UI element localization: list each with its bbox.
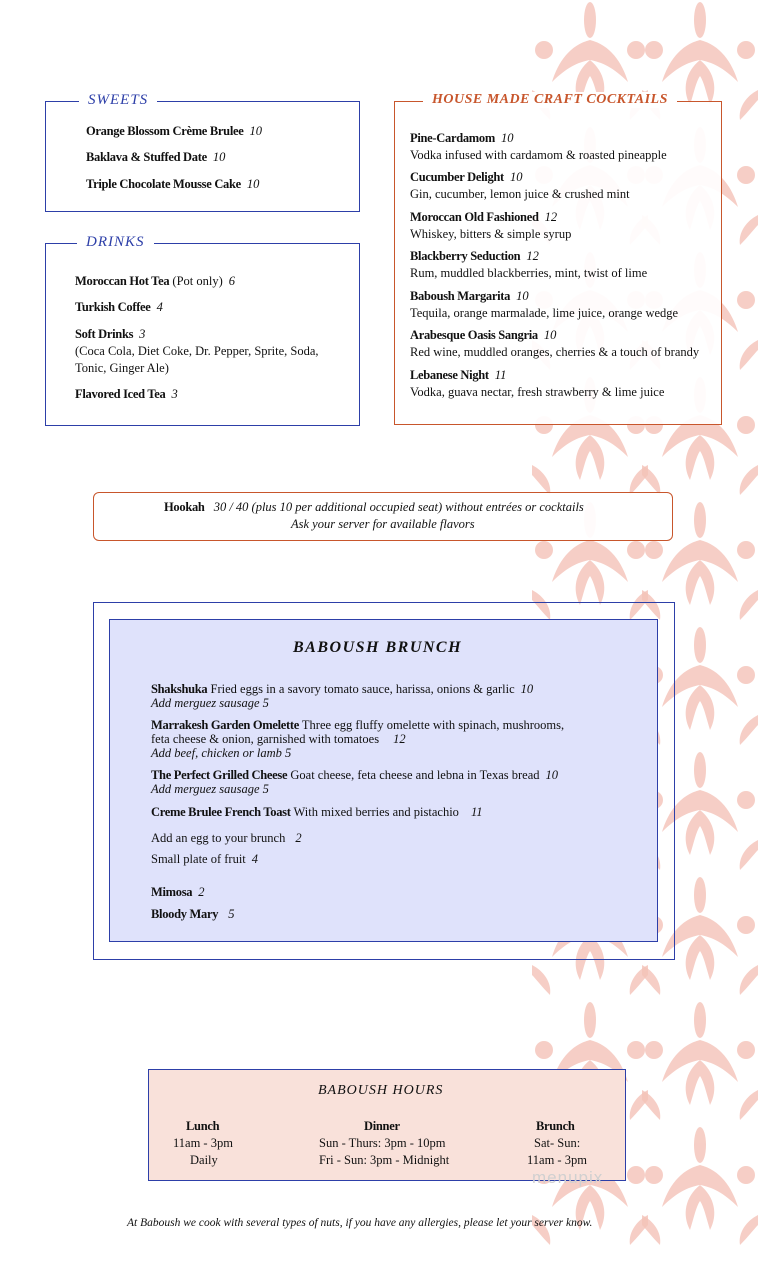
menu-item: Baklava & Stuffed Date 10 xyxy=(86,150,226,164)
menu-item: Baboush Margarita 10 xyxy=(410,289,529,303)
cocktails-section xyxy=(394,92,722,425)
item-addon: Add beef, chicken or lamb 5 xyxy=(151,746,292,760)
hookah-line: Hookah 30 / 40 (plus 10 per additional occupied seat) without entrées or cocktails xyxy=(164,500,584,514)
hours-lunch-label: Lunch xyxy=(186,1119,220,1133)
menu-item: Shakshuka Fried eggs in a savory tomato sauce, harissa, onions & garlic 10 xyxy=(151,682,534,696)
menu-item: Moroccan Hot Tea (Pot only) 6 xyxy=(75,274,236,288)
menu-item: Turkish Coffee 4 xyxy=(75,300,163,314)
item-addon: Add merguez sausage 5 xyxy=(151,782,269,796)
menu-item: Pine-Cardamom 10 xyxy=(410,131,514,145)
hookah-section xyxy=(93,492,673,541)
hours-dinner-weekday: Sun - Thurs: 3pm - 10pm xyxy=(319,1136,446,1150)
item-description: Whiskey, bitters & simple syrup xyxy=(410,227,572,241)
item-description: Tonic, Ginger Ale) xyxy=(75,361,169,375)
watermark: menupix xyxy=(532,1168,604,1187)
menu-item: The Perfect Grilled Cheese Goat cheese, feta cheese and lebna in Texas bread 10 xyxy=(151,768,558,782)
menu-item: Small plate of fruit 4 xyxy=(151,852,259,866)
hours-brunch-days: Sat- Sun: xyxy=(534,1136,581,1150)
brunch-section xyxy=(93,602,675,960)
drinks-title: DRINKS xyxy=(77,234,154,251)
item-addon: Add merguez sausage 5 xyxy=(151,696,269,710)
item-description: Red wine, muddled oranges, cherries & a touch of brandy xyxy=(410,345,700,359)
hours-dinner-label: Dinner xyxy=(364,1119,400,1133)
allergy-note: At Baboush we cook with several types of nuts, if you have any allergies, please let your server know. xyxy=(127,1217,593,1229)
menu-item: Creme Brulee French Toast With mixed berries and pistachio 11 xyxy=(151,805,483,819)
item-description: Gin, cucumber, lemon juice & crushed mint xyxy=(410,187,630,201)
cocktails-title: HOUSE MADE CRAFT COCKTAILS xyxy=(423,92,677,108)
menu-item: Arabesque Oasis Sangria 10 xyxy=(410,328,557,342)
drinks-section xyxy=(45,234,360,426)
hookah-note: Ask your server for available flavors xyxy=(291,517,475,531)
item-description: Vodka, guava nectar, fresh strawberry & lime juice xyxy=(410,385,665,399)
hours-brunch-label: Brunch xyxy=(536,1119,575,1133)
menu-item: Bloody Mary 5 xyxy=(151,907,235,921)
menu-item: Mimosa 2 xyxy=(151,885,205,899)
menu-item: Marrakesh Garden Omelette Three egg fluffy omelette with spinach, mushrooms, xyxy=(151,718,565,732)
item-description: Rum, muddled blackberries, mint, twist of lime xyxy=(410,266,648,280)
item-description: (Coca Cola, Diet Coke, Dr. Pepper, Sprite, Soda, xyxy=(75,344,319,358)
menu-item: Add an egg to your brunch 2 xyxy=(151,831,302,845)
menu-item: Moroccan Old Fashioned 12 xyxy=(410,210,558,224)
hours-lunch-time: 11am - 3pm xyxy=(173,1136,233,1150)
item-description: Tequila, orange marmalade, lime juice, orange wedge xyxy=(410,306,679,320)
item-description: feta cheese & onion, garnished with tomatoes 12 xyxy=(151,732,406,746)
brunch-title: BABOUSH BRUNCH xyxy=(293,639,463,656)
hours-dinner-weekend: Fri - Sun: 3pm - Midnight xyxy=(319,1153,450,1167)
menu-item: Triple Chocolate Mousse Cake 10 xyxy=(86,177,260,191)
sweets-section xyxy=(45,92,360,212)
item-description: Vodka infused with cardamom & roasted pineapple xyxy=(410,148,667,162)
menu-item: Blackberry Seduction 12 xyxy=(410,249,539,263)
hours-lunch-days: Daily xyxy=(190,1153,218,1167)
brunch-panel xyxy=(109,619,658,942)
menu-item: Lebanese Night 11 xyxy=(410,368,507,382)
sweets-title: SWEETS xyxy=(79,92,157,109)
menu-item: Flavored Iced Tea 3 xyxy=(75,387,178,401)
menu-item: Soft Drinks 3 xyxy=(75,327,146,341)
hours-brunch-time: 11am - 3pm xyxy=(527,1153,587,1167)
menu-item: Cucumber Delight 10 xyxy=(410,170,523,184)
hours-title: BABOUSH HOURS xyxy=(318,1083,444,1098)
menu-item: Orange Blossom Crème Brulee 10 xyxy=(86,124,262,138)
hours-section xyxy=(148,1069,626,1181)
